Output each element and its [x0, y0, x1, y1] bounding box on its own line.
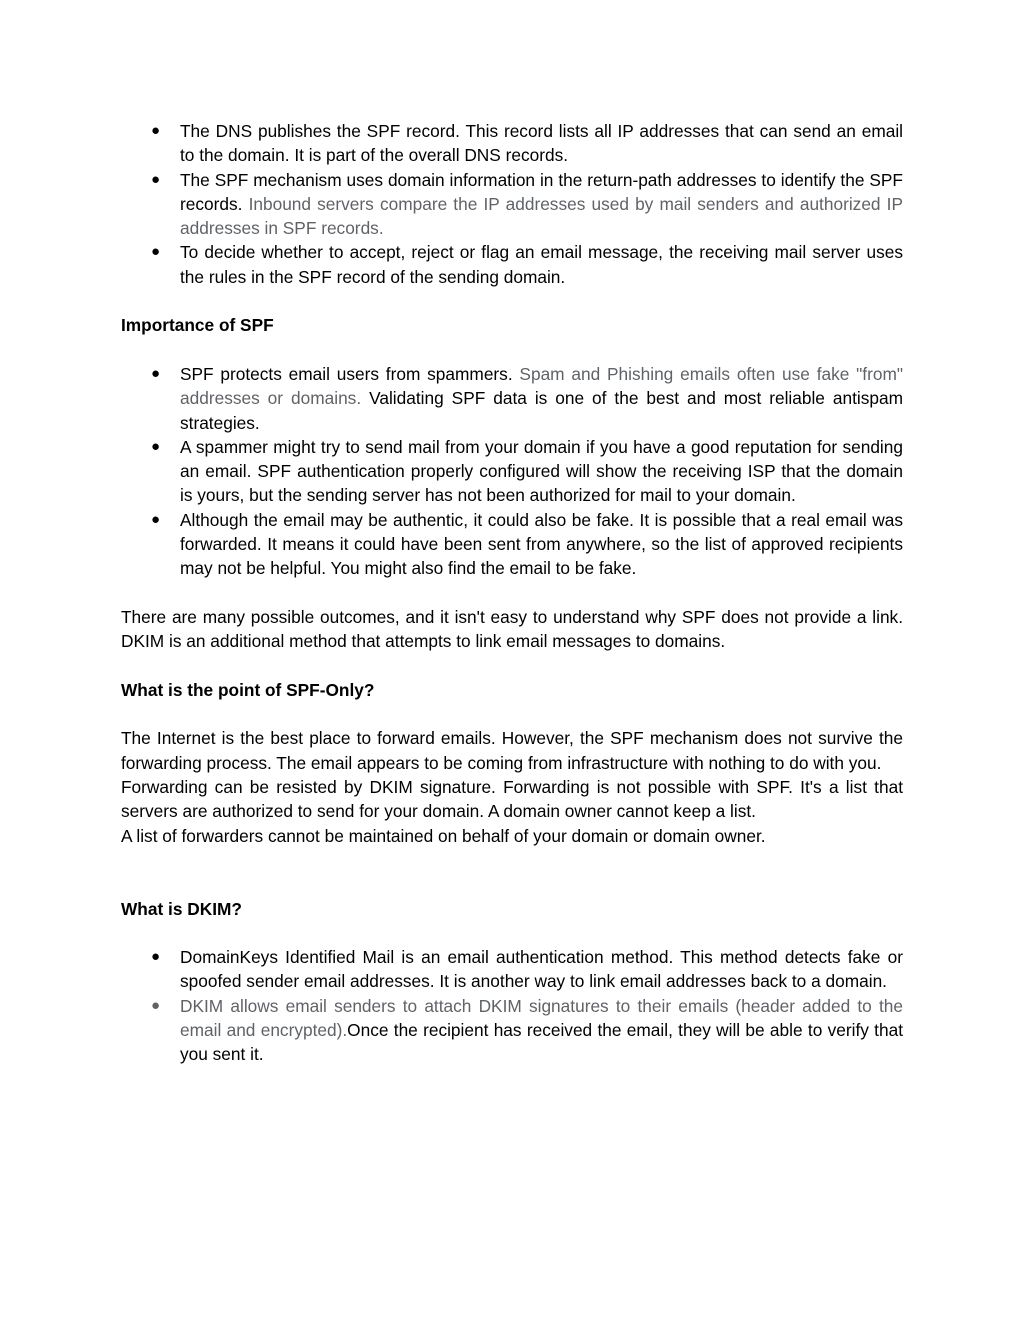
- list-item-text-gray: DKIM allows email senders to attach DKIM signatures to their emails (header added to the email and encrypted).: [180, 995, 903, 1040]
- list-item-text: SPF protects email users from spammers.: [180, 363, 513, 384]
- list-item-text: The DNS publishes the SPF record. This record lists all IP addresses that can send an email to the domain. It is part of the overall DNS records.: [180, 121, 903, 166]
- list-item-text: Once the recipient has received the email, they will be able to verify that you sent it.: [180, 1019, 903, 1065]
- dkim-list: [121, 945, 903, 1066]
- bullet-icon: ●: [151, 364, 161, 382]
- outcomes-paragraph: There are many possible outcomes, and it isn't easy to understand why SPF does not provide a link. DKIM is an additional method that attempts to link email messages to domains.: [121, 606, 903, 652]
- list-item: [121, 508, 903, 581]
- list-item-text-gray: Inbound servers compare the IP addresses used by mail senders and authorized IP addresses in SPF records.: [180, 193, 903, 239]
- bullet-icon: ●: [151, 122, 161, 139]
- list-item-text-gray: Spam and Phishing emails often use fake "from" addresses or domains.: [180, 363, 903, 409]
- importance-list: [121, 362, 903, 581]
- list-item: [121, 362, 903, 435]
- dkim-heading: What is DKIM?: [121, 898, 242, 919]
- bullet-icon: ●: [151, 243, 161, 261]
- list-item: [121, 240, 903, 289]
- bullet-icon: ●: [151, 510, 161, 528]
- list-item-text: The SPF mechanism uses domain information in the return-path addresses to identify the SPF records.: [180, 169, 903, 214]
- bullet-icon: ●: [151, 948, 161, 966]
- list-item-text: To decide whether to accept, reject or flag an email message, the receiving mail server uses the rules in the SPF record of the sending domain.: [180, 242, 903, 287]
- spf-only-paragraph-3: A list of forwarders cannot be maintained on behalf of your domain or domain owner.: [121, 825, 766, 846]
- list-item-text: DomainKeys Identified Mail is an email authentication method. This method detects fake or spoofed sender email addresses. It is another way to link email addresses back to a domain.: [180, 947, 903, 992]
- bullet-icon: ●: [151, 170, 161, 188]
- spf-only-paragraph-1: The Internet is the best place to forward emails. However, the SPF mechanism does not survive the forwarding process. The email appears to be coming from infrastructure with nothing to do with you.: [121, 728, 903, 773]
- spf-only-paragraph-2: Forwarding can be resisted by DKIM signature. Forwarding is not possible with SPF. It's a list that servers are authorized to send for your domain. A domain owner cannot keep a list.: [121, 777, 903, 822]
- list-item: [121, 945, 903, 994]
- bullet-icon: ●: [151, 996, 161, 1014]
- list-item: [121, 994, 903, 1067]
- bullet-icon: ●: [151, 437, 161, 455]
- importance-heading: Importance of SPF: [121, 315, 274, 336]
- list-item-text: Although the email may be authentic, it could also be fake. It is possible that a real email was forwarded. It means it could have been sent from anywhere, so the list of approved recipients may not be helpful. You might also find the email to be fake.: [180, 509, 903, 579]
- list-item-text: A spammer might try to send mail from your domain if you have a good reputation for sending an email. SPF authentication properly configured will show the receiving ISP that the domain is yours, but the sending server has not been authorized for mail to your domain.: [180, 436, 903, 506]
- list-item: [121, 435, 903, 508]
- spf-process-list: [121, 119, 903, 289]
- list-item: [121, 168, 903, 241]
- document-body: [121, 119, 903, 1067]
- list-item-text: Validating SPF data is one of the best and most reliable antispam strategies.: [180, 388, 903, 433]
- spf-only-heading: What is the point of SPF-Only?: [121, 679, 375, 700]
- list-item: [121, 119, 903, 168]
